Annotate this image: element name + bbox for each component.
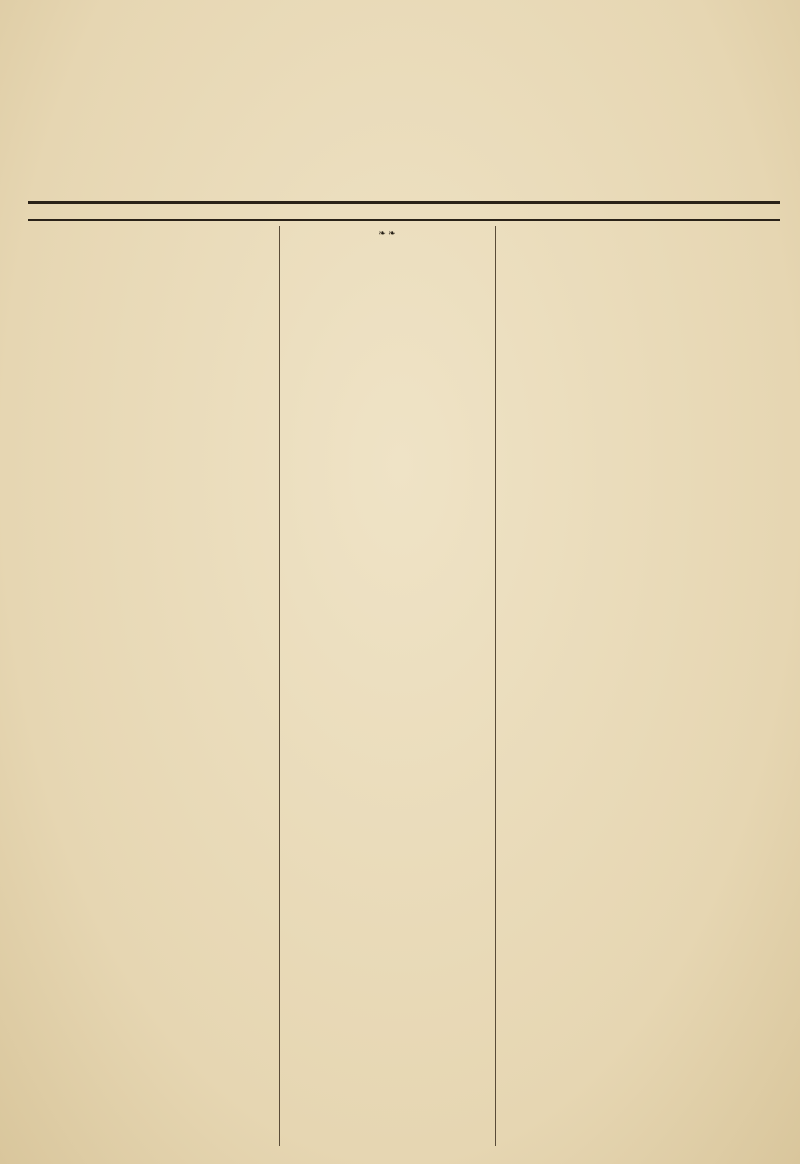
masthead — [22, 8, 782, 198]
masthead-rule-bottom — [28, 219, 780, 221]
column-1 — [30, 226, 276, 1148]
masthead-rule-top — [28, 201, 780, 204]
column-rule — [279, 226, 280, 1146]
column-2 — [283, 226, 491, 1148]
separator-ornament: ❧ ❧ — [378, 228, 396, 238]
column-rule — [495, 226, 496, 1146]
